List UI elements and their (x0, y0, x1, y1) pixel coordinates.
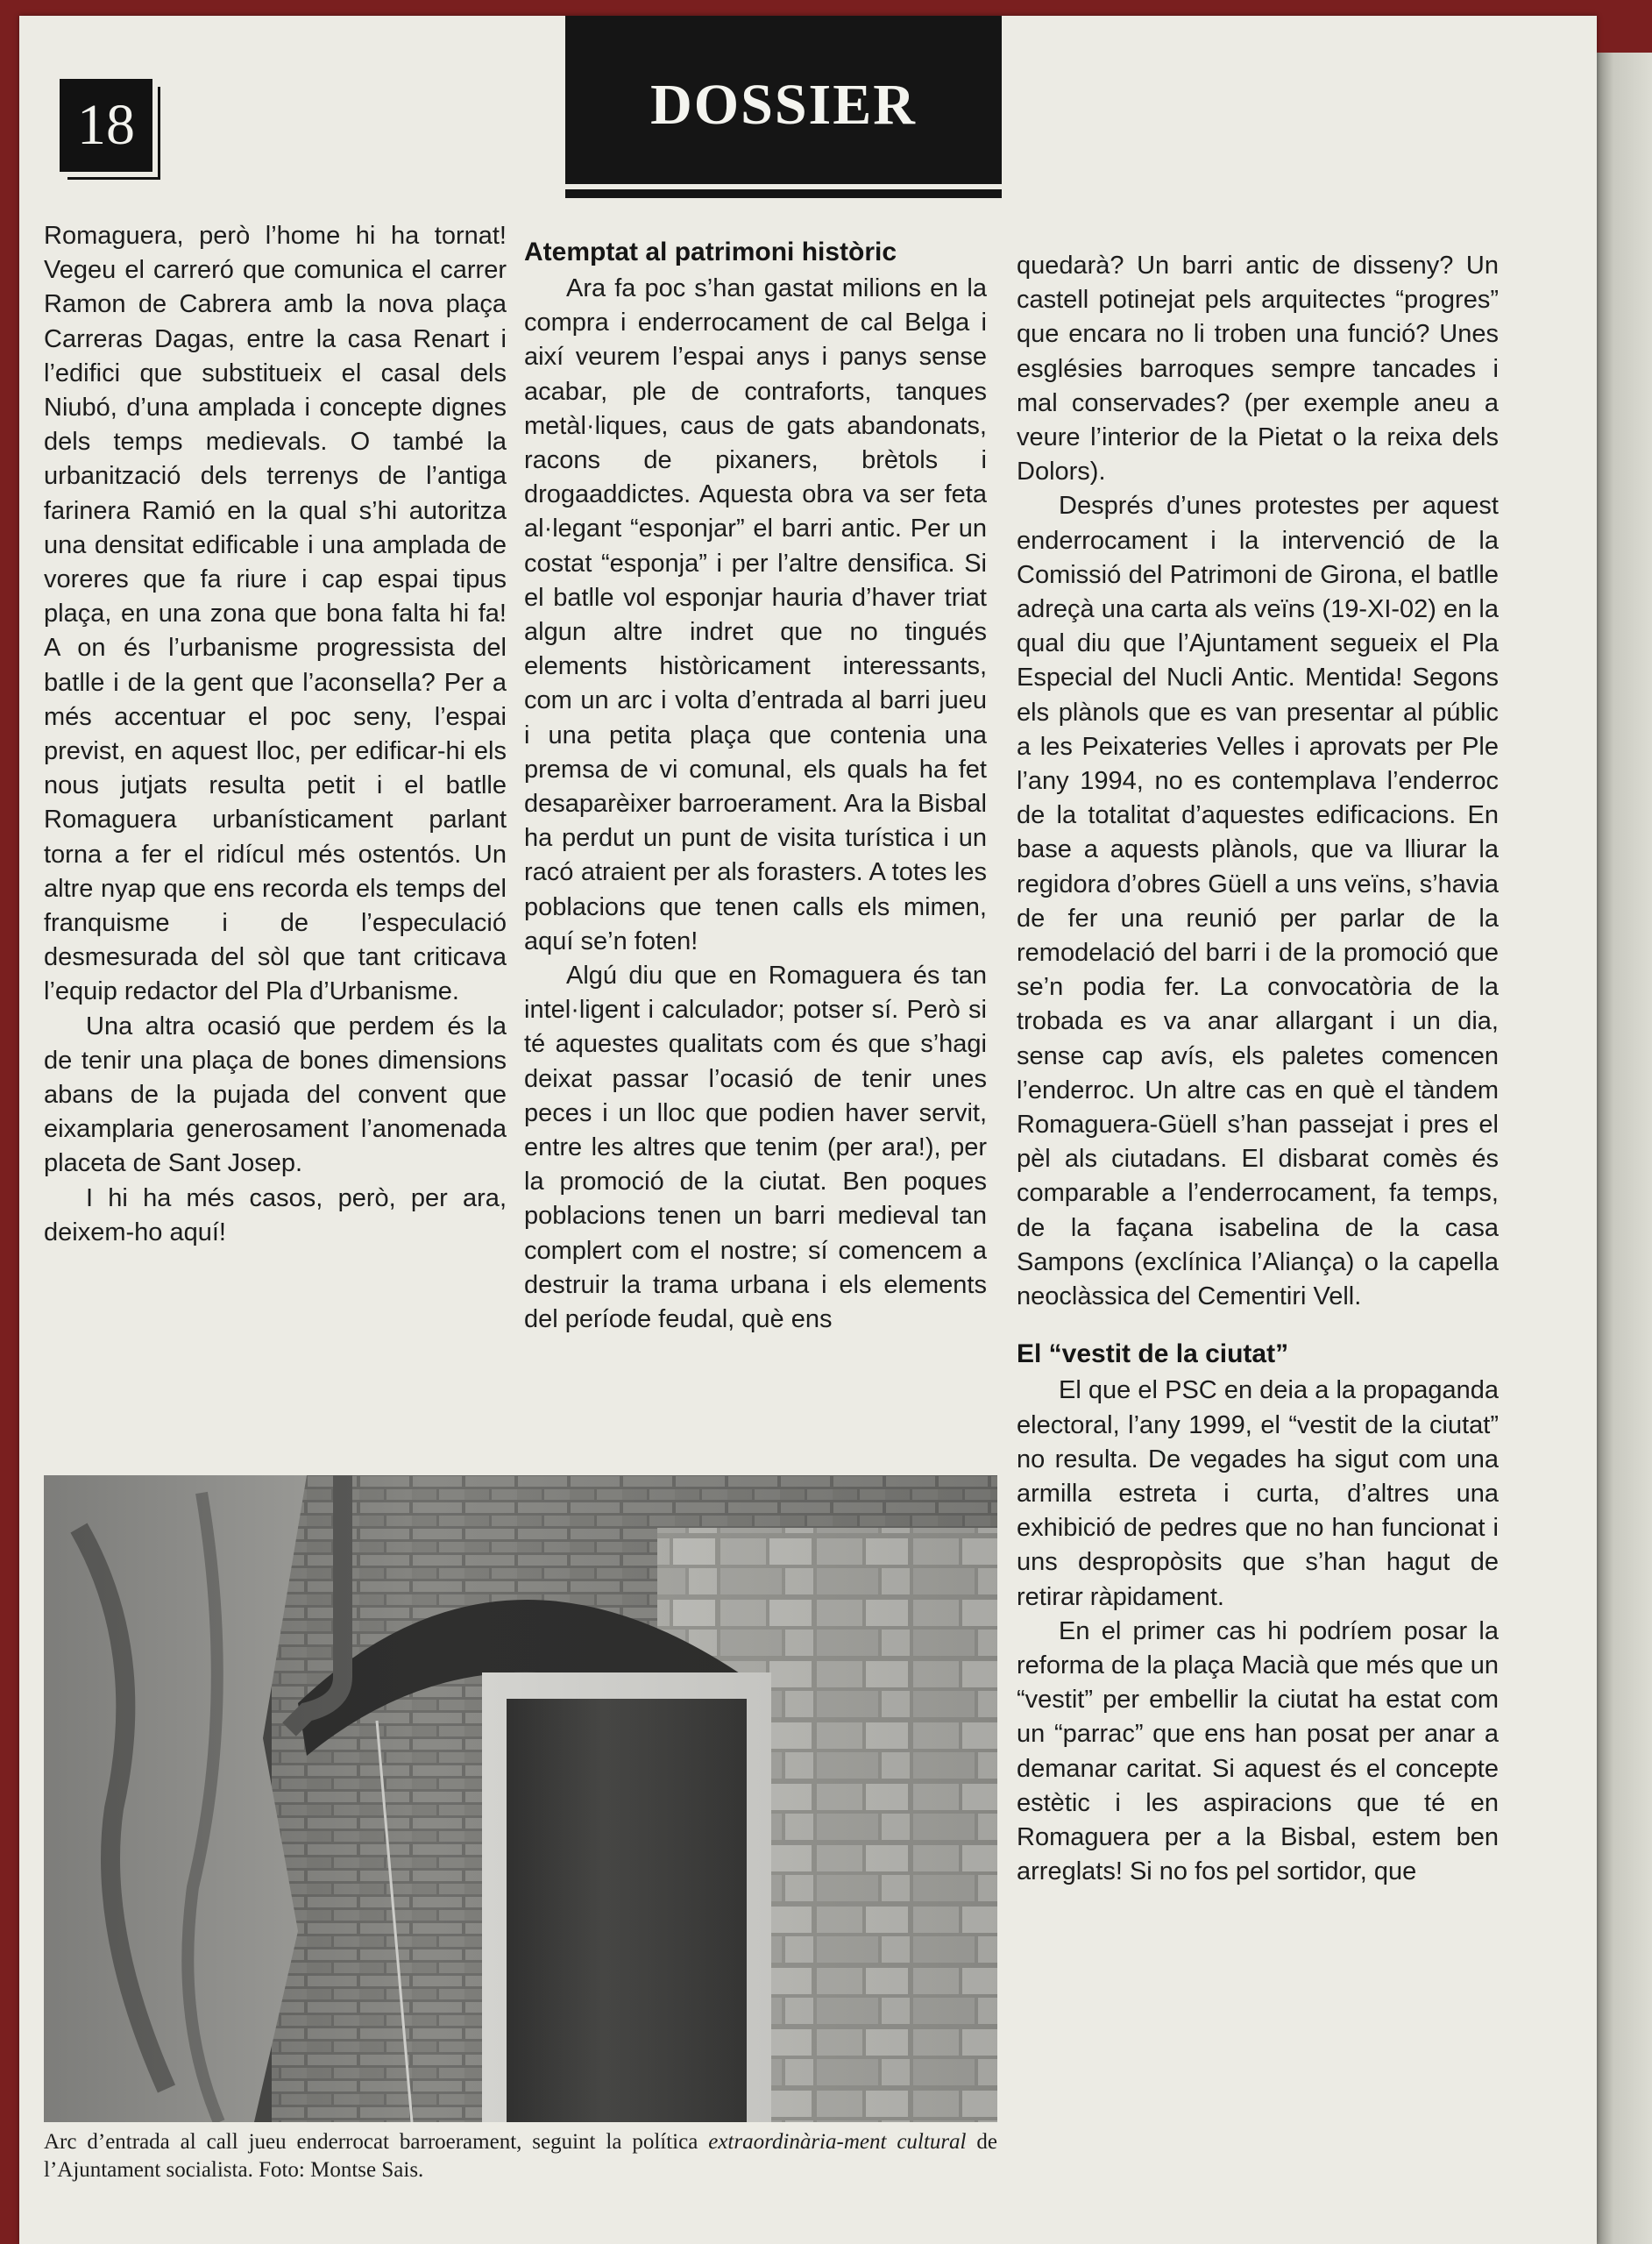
article-column-2 (524, 233, 987, 1337)
section-title: DOSSIER (565, 16, 1002, 184)
paragraph: En el primer cas hi podríem posar la reforma de la plaça Macià que més que un “vestit” per embellir la ciutat ha estat com un “parrac” que ens han posat per anar a demanar caritat. Si aquest és el concepte estètic i les aspiracions que té en Romaguera per a la Bisbal, estem ben arreglats! Si no fos pel sortidor, que (1017, 1616, 1499, 1886)
paragraph: Després d’unes protestes per aquest enderrocament i la intervenció de la Comissió del Patrimoni de Girona, el batlle adreçà una carta als veïns (19-XI-02) en la qual diu que l’Ajuntament segueix el Pla Especial del Nucli Antic. Mentida! Segons els plànols que es van presentar al públic a les Peixateries Velles i aprovats per Ple l’any 1994, no es contemplava l’enderroc de la totalitat d’aquestes edificacions. En base a aquests plànols, que va lliurar la regidora d’obres Güell a uns veïns, s’havia de fer una reunió per parlar de la remodelació del barri i de la promoció que se’n podia fer. La convocatòria de la trobada es va anar allargant i un dia, sense cap avís, els paletes comencen l’enderroc. Un altre cas en què el tàndem Romaguera-Güell s’han passejat i pres el pèl als ciutadans. El disbarat comès és comparable a l’enderrocament, fa temps, de la façana isabelina de la casa Sampons (exclínica l’Aliança) o la capella neoclàssica del Cementiri Vell. (1017, 492, 1499, 1311)
photo-caption (44, 2128, 997, 2184)
paragraph: I hi ha més casos, però, per ara, deixem-ho aquí! (44, 1183, 507, 1246)
photo-arch-entrance (44, 1475, 997, 2122)
paragraph: Romaguera, però l’home hi ha tornat! Vegeu el carreró que comunica el carrer Ramon de Cabrera amb la nova plaça Carreras Dagas, entre la casa Renart i l’edifici que substitueix el casal dels Niubó, d’una amplada i concepte dignes dels temps medievals. O també la urbanització dels terrenys de l’antiga farinera Ramió en la qual s’hi autoritza una densitat edificable i una amplada de voreres que fa riure i cap espai tipus plaça, en una zona que bona falta hi fa! A on és l’urbanisme progressista del batlle i de la gent que l’aconsella? Per a més accentuar el poc seny, l’espai previst, en aquest lloc, per edificar-hi els nous jutjats resulta petit i el batlle Romaguera urbanísticament parlant torna a fer el ridícul més ostentós. Un altre nyap que ens recorda els temps del franquisme i de l’especulació desmesurada del sòl que tant criticava l’equip redactor del Pla d’Urbanisme. (44, 222, 507, 1006)
caption-text: Arc d’entrada al call jueu enderrocat barroerament, seguint la política (44, 2130, 709, 2154)
paragraph: Ara fa poc s’han gastat milions en la compra i enderrocament de cal Belga i així veurem l’espai anys i panys sense acabar, ple de contraforts, tanques metàl·liques, caus de gats abandonats, racons de pixaners, brètols i drogaaddictes. Aquesta obra va ser feta al·legant “esponjar” el barri antic. Per un costat “esponja” i per l’altre densifica. Si el batlle vol esponjar hauria d’haver triat algun altre indret que no tingués elements històricament interessants, com un arc i volta d’entrada al barri jueu i una petita plaça que contenia una premsa de vi comunal, els quals ha fet desaparèixer barroerament. Ara la Bisbal ha perdut un punt de visita turística i un racó atraient per als forasters. A totes les poblacions que tenen calls els mimen, aquí se’n foten! (524, 274, 987, 955)
caption-text-end: de l’Ajuntament socialista. Foto: Montse Sais. (44, 2130, 997, 2182)
photo-illustration (44, 1475, 997, 2122)
paragraph: Una altra ocasió que perdem és la de tenir una plaça de bones dimensions abans de la pujada del convent que eixamplaria generosament l’anomenada placeta de Sant Josep. (44, 1012, 507, 1178)
paragraph: quedarà? Un barri antic de disseny? Un castell potinejat pels arquitectes “progres” que encara no li troben una funció? Unes esglésies barroques sempre tancades i mal conservades? (per exemple aneu a veure l’interior de la Pietat o la reixa dels Dolors). (1017, 252, 1499, 486)
paragraph: Algú diu que en Romaguera és tan intel·ligent i calculador; potser sí. Però si té aquestes qualitats com és que s’hagi deixat passar l’ocasió de tenir unes peces i un lloc que podien haver servit, entre les altres que tenim (per ara!), per la promoció de la ciutat. Ben poques poblacions tenen un barri medieval tan complert com el nostre; sí comencem a destruir la trama urbana i els elements del període feudal, què ens (524, 962, 987, 1334)
header-rule (565, 189, 1002, 198)
section-heading-vestit: El “vestit de la ciutat” (1017, 1339, 1289, 1369)
article-column-3 (1017, 249, 1499, 1889)
page-number: 18 (60, 79, 152, 172)
paragraph: El que el PSC en deia a la propaganda electoral, l’any 1999, el “vestit de la ciutat” no resulta. De vegades ha sigut com una armilla estreta i curta, d’altres una exhibició de pedres que no han funcionat i uns despropòsits que s’han hagut de retirar ràpidament. (1017, 1376, 1499, 1611)
article-column-1 (44, 219, 507, 1250)
section-heading-patrimoni: Atemptat al patrimoni històric (524, 238, 897, 266)
next-page-edge (1597, 53, 1652, 2244)
caption-italic-text: extraordinària-ment cultural (708, 2130, 967, 2154)
